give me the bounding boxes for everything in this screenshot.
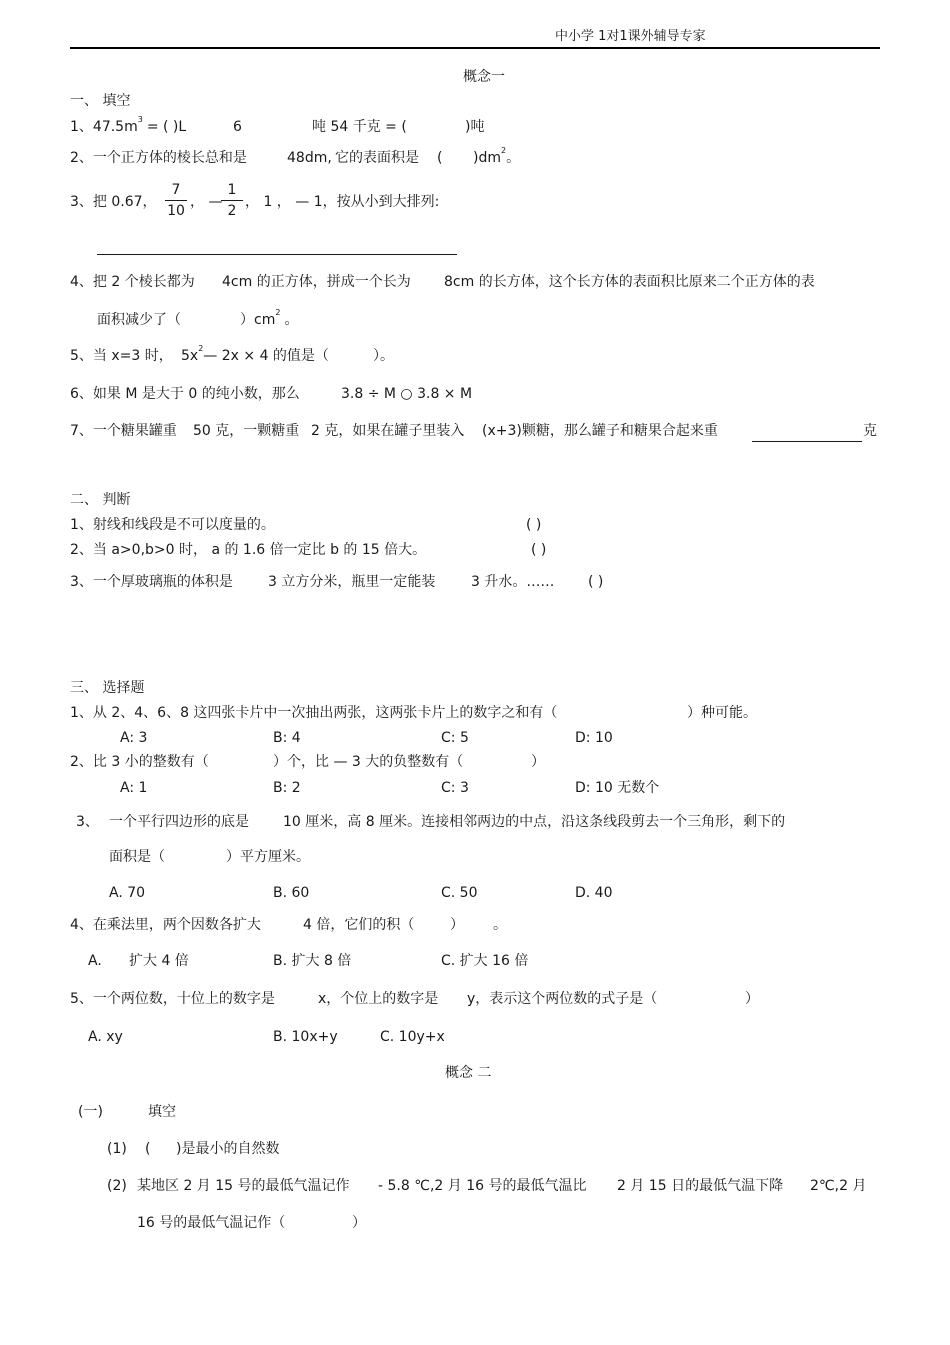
c3-text2: 10 厘米，高 8 厘米。连接相邻两边的中点，沿这条线段剪去一个三角形，剩下的 (283, 814, 786, 830)
q7-text2: 50 克，一颗糖重 (193, 423, 300, 439)
c3-option-c[interactable]: C. 50 (441, 885, 478, 901)
c3-option-a[interactable]: A. 70 (109, 885, 146, 901)
c1-question: 1、从 2、4、6、8 这四张卡片中一次抽出两张，这两张卡片上的数字之和有（ (70, 705, 558, 721)
section-title-2: 概念 二 (445, 1065, 492, 1081)
q3-text3: ， 1 ， — 1，按从小到大排列: (245, 194, 440, 210)
c2-question-2: ）个，比 — 3 大的负整数有（ (273, 754, 464, 770)
c5-paren-end: ） (745, 991, 759, 1007)
q7-answer-line[interactable] (752, 441, 862, 442)
header-rule (70, 47, 880, 49)
j3-text3: 3 升水。…… (471, 574, 555, 590)
s2-p2-text: 某地区 2 月 15 号的最低气温记作 (137, 1178, 350, 1194)
s2-p1-number: (1) (107, 1141, 127, 1157)
c2-option-c[interactable]: C: 3 (441, 780, 469, 796)
q2-unit: )$dm^2$。 (473, 146, 521, 166)
c3-option-d[interactable]: D. 40 (575, 885, 613, 901)
c4-option-a-label[interactable]: A. (88, 953, 102, 969)
c2-option-a[interactable]: A: 1 (120, 780, 148, 796)
c5-text2: x，个位上的数字是 (318, 991, 439, 1007)
c1-question-end: ）种可能。 (687, 705, 757, 721)
c1-option-c[interactable]: C: 5 (441, 730, 469, 746)
c3-text3: 面积是（ (109, 849, 165, 865)
s2-p1-text: )是最小的自然数 (176, 1141, 280, 1157)
q4-text4: 面积减少了（ (97, 312, 181, 328)
c5-text: 5、一个两位数，十位上的数字是 (70, 991, 275, 1007)
q3-fraction-1: $\frac{7}{10}$ (165, 183, 187, 218)
q4-unit: ）$cm^2$ 。 (240, 308, 299, 328)
q1-six: 6 (233, 119, 242, 135)
q7-unit: 克 (863, 423, 877, 439)
c1-option-d[interactable]: D: 10 (575, 730, 613, 746)
j3-text: 3、一个厚玻璃瓶的体积是 (70, 574, 233, 590)
q1-ton-end: )吨 (465, 119, 485, 135)
q5-text: 5、当 x=3 时， (70, 348, 173, 364)
j1-answer[interactable]: ( ) (526, 517, 542, 533)
q2-paren: ( (437, 150, 443, 166)
s2-p1-paren[interactable]: ( (145, 1141, 151, 1157)
s2-p2-text3: 2 月 15 日的最低气温下降 (617, 1178, 784, 1194)
c3-number: 3、 (76, 814, 99, 830)
c5-option-a[interactable]: A. xy (88, 1029, 123, 1045)
c4-option-b[interactable]: B. 扩大 8 倍 (273, 953, 352, 969)
s2-p2-paren-end: ） (352, 1215, 366, 1231)
heading-choice: 三、 选择题 (70, 680, 145, 696)
q5-expression: $5x^2—$ 2x × 4 的值是（ (181, 344, 329, 364)
j3-text2: 3 立方分米，瓶里一定能装 (268, 574, 436, 590)
q7-text3: 2 克，如果在罐子里装入 (311, 423, 465, 439)
q4-text: 4、把 2 个棱长都为 (70, 274, 195, 290)
header-text: 中小学 1对1课外辅导专家 (555, 29, 706, 44)
c5-option-c[interactable]: C. 10y+x (380, 1029, 445, 1045)
c5-option-b[interactable]: B. 10x+y (273, 1029, 338, 1045)
c4-option-c[interactable]: C. 扩大 16 倍 (441, 953, 529, 969)
q2-text: 2、一个正方体的棱长总和是 (70, 150, 247, 166)
q7-text4: (x+3)颗糖，那么罐子和糖果合起来重 (482, 423, 718, 439)
c5-text3: y，表示这个两位数的式子是（ (467, 991, 658, 1007)
q3-text: 3、把 0.67， (70, 194, 157, 210)
c4-paren-end: ） (450, 917, 464, 933)
q2-text2: 它的表面积是 (335, 150, 419, 166)
c3-text4: ）平方厘米。 (226, 849, 310, 865)
c4-text: 4、在乘法里，两个因数各扩大 (70, 917, 261, 933)
q4-text3: 8cm 的长方体，这个长方体的表面积比原来二个正方体的表 (444, 274, 815, 290)
s2-p2-text5: 16 号的最低气温记作（ (137, 1215, 286, 1231)
c2-question: 2、比 3 小的整数有（ (70, 754, 209, 770)
j3-answer[interactable]: ( ) (588, 574, 604, 590)
j1-text: 1、射线和线段是不可以度量的。 (70, 517, 275, 533)
c2-option-d[interactable]: D: 10 无数个 (575, 780, 660, 796)
c4-text2: 4 倍，它们的积（ (303, 917, 415, 933)
q3-fraction-2: $\frac{1}{2}$ (221, 183, 243, 218)
c1-option-a[interactable]: A: 3 (120, 730, 148, 746)
c4-option-a[interactable]: 扩大 4 倍 (129, 953, 189, 969)
s2-heading-number: (一) (78, 1104, 103, 1120)
q1-text: 1、$47.5m^3$ = ( )L (70, 115, 187, 135)
j2-answer[interactable]: ( ) (531, 542, 547, 558)
section-title-1: 概念一 (463, 69, 505, 85)
q6-text: 6、如果 M 是大于 0 的纯小数，那么 (70, 386, 300, 402)
s2-p2-number: (2) (107, 1178, 127, 1194)
q2-value: 48dm, (287, 150, 332, 166)
c1-option-b[interactable]: B: 4 (273, 730, 301, 746)
c2-option-b[interactable]: B: 2 (273, 780, 301, 796)
s2-p2-text4: 2℃,2 月 (810, 1178, 867, 1194)
q7-text: 7、一个糖果罐重 (70, 423, 177, 439)
s2-heading-fill-blank: 填空 (148, 1104, 176, 1120)
q3-answer-line[interactable] (97, 254, 457, 255)
heading-judgment: 二、 判断 (70, 492, 131, 508)
q1-ton: 吨 54 千克 = ( (312, 119, 407, 135)
s2-p2-text2: - 5.8 ℃,2 月 16 号的最低气温比 (378, 1178, 587, 1194)
c2-question-end: ） (531, 754, 545, 770)
c4-period: 。 (493, 917, 507, 933)
c3-text: 一个平行四边形的底是 (109, 814, 249, 830)
heading-fill-blank: 一、 填空 (70, 93, 131, 109)
q3-text2: ， — (190, 194, 223, 210)
q5-end: ）。 (373, 348, 394, 364)
j2-text: 2、当 a>0,b>0 时， a 的 1.6 倍一定比 b 的 15 倍大。 (70, 542, 427, 558)
c3-option-b[interactable]: B. 60 (273, 885, 310, 901)
q4-text2: 4cm 的正方体，拼成一个长为 (222, 274, 411, 290)
q6-expression: 3.8 ÷ M ○ 3.8 × M (341, 386, 473, 402)
